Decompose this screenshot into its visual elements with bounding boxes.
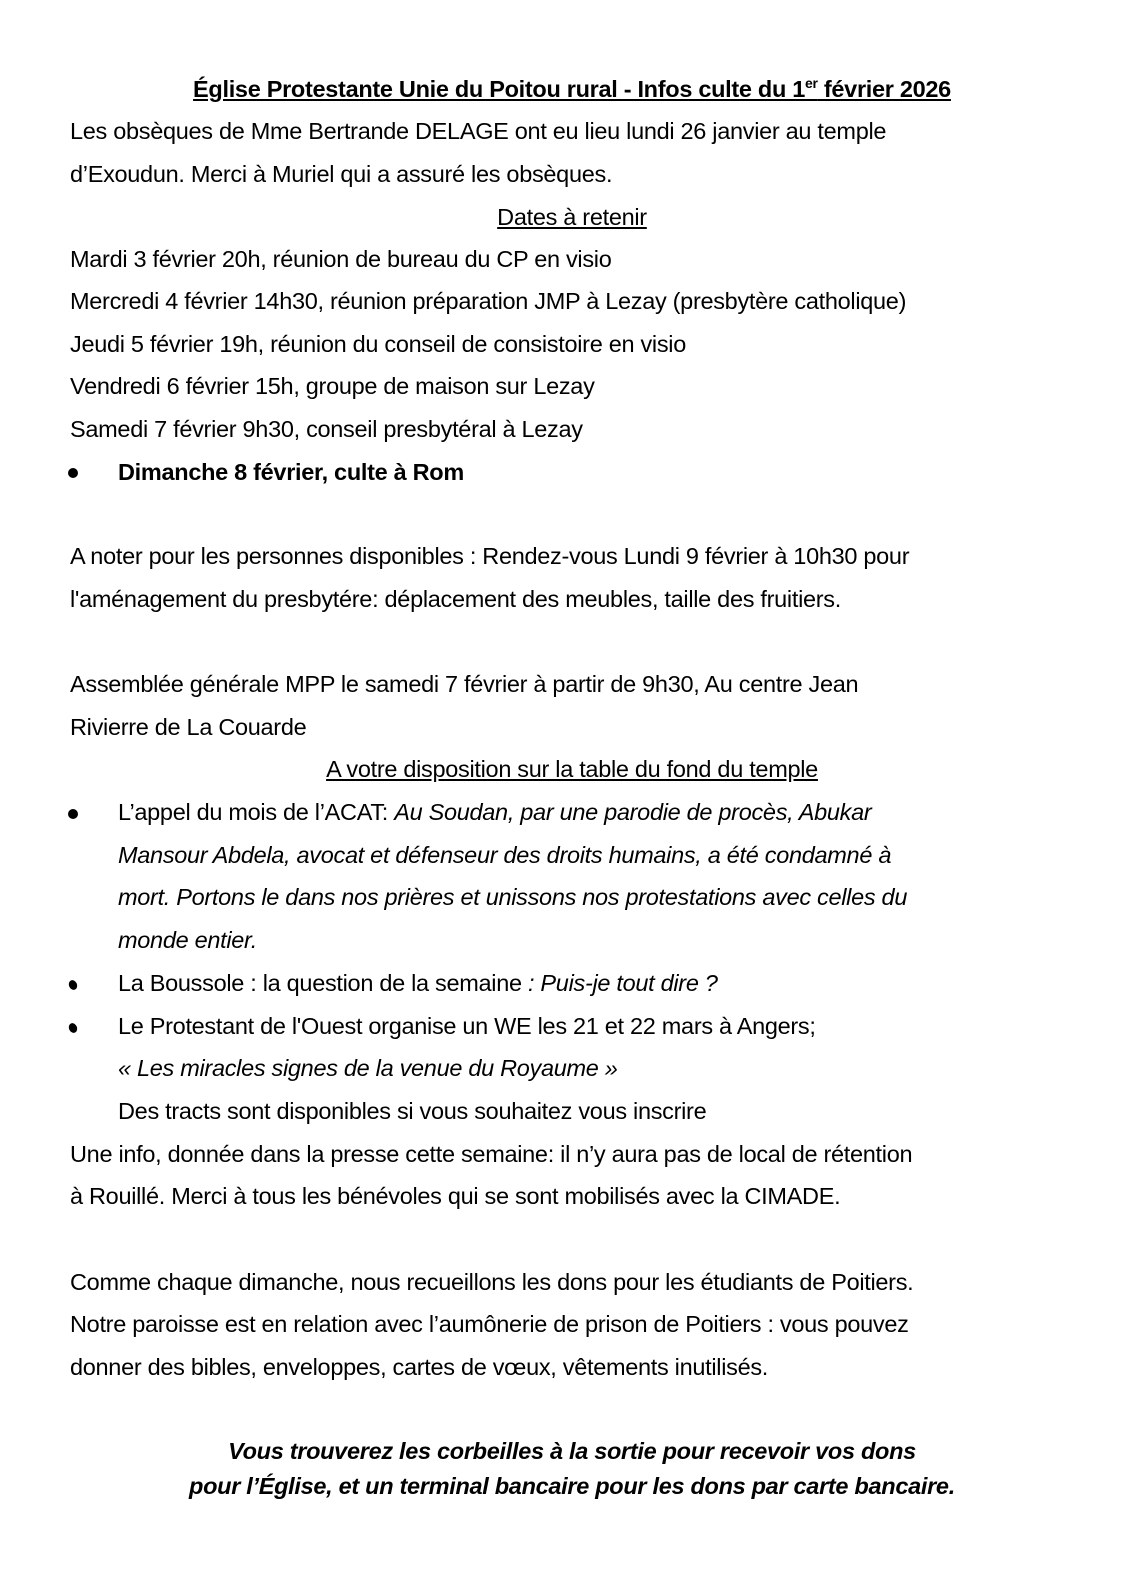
title-superscript: er	[805, 75, 818, 91]
assembly-line-1: Assemblée générale MPP le samedi 7 février à partir de 9h30, Au centre Jean	[70, 671, 859, 697]
acat-line-2: Mansour Abdela, avocat et défenseur des droits humains, a été condamné à	[118, 842, 892, 868]
assembly-line-2: Rivierre de La Couarde	[70, 714, 307, 740]
date-item-highlight: Dimanche 8 février, culte à Rom	[118, 459, 464, 485]
dates-heading: Dates à retenir	[497, 204, 647, 230]
protestant-line-3: Des tracts sont disponibles si vous souhaitez vous inscrire	[118, 1098, 707, 1124]
bullet-icon	[68, 809, 78, 819]
closing-line-2: pour l’Église, et un terminal bancaire pour les dons par carte bancaire.	[189, 1473, 955, 1499]
date-item: Mercredi 4 février 14h30, réunion préparation JMP à Lezay (presbytère catholique)	[70, 288, 907, 314]
title-text: Église Protestante Unie du Poitou rural - Infos culte du 1	[193, 76, 806, 102]
table-heading: A votre disposition sur la table du fond du temple	[326, 756, 818, 782]
title-date: février 2026	[817, 76, 951, 102]
date-item: Mardi 3 février 20h, réunion de bureau du CP en visio	[70, 246, 612, 272]
bullet-icon	[68, 468, 78, 478]
boussole-line	[118, 968, 718, 998]
donations-line-2: Notre paroisse est en relation avec l’aumônerie de prison de Poitiers : vous pouvez	[70, 1311, 909, 1337]
closing-line-1: Vous trouverez les corbeilles à la sortie pour recevoir vos dons	[228, 1438, 916, 1464]
protestant-line-1: Le Protestant de l'Ouest organise un WE les 21 et 22 mars à Angers;	[118, 1013, 816, 1039]
date-item: Vendredi 6 février 15h, groupe de maison sur Lezay	[70, 373, 595, 399]
acat-text: Au Soudan, par une parodie de procès, Abukar	[394, 799, 872, 825]
donations-line-1: Comme chaque dimanche, nous recueillons les dons pour les étudiants de Poitiers.	[70, 1269, 914, 1295]
boussole-label: La Boussole : la question de la semaine	[118, 970, 528, 996]
boussole-question: : Puis-je tout dire ?	[527, 970, 718, 996]
acat-line-4: monde entier.	[118, 927, 257, 953]
document-title	[0, 74, 1144, 104]
donations-line-3: donner des bibles, enveloppes, cartes de vœux, vêtements inutilisés.	[70, 1354, 769, 1380]
obituary-line-1: Les obsèques de Mme Bertrande DELAGE ont eu lieu lundi 26 janvier au temple	[70, 118, 887, 144]
bullet-icon	[67, 979, 78, 991]
acat-label: L’appel du mois de l’ACAT:	[118, 799, 395, 825]
bullet-icon	[67, 1022, 78, 1034]
obituary-line-2: d’Exoudun. Merci à Muriel qui a assuré les obsèques.	[70, 161, 613, 187]
note-line-1: A noter pour les personnes disponibles : Rendez-vous Lundi 9 février à 10h30 pour	[70, 543, 910, 569]
date-item: Jeudi 5 février 19h, réunion du conseil de consistoire en visio	[70, 331, 686, 357]
info-line-2: à Rouillé. Merci à tous les bénévoles qui se sont mobilisés avec la CIMADE.	[70, 1183, 841, 1209]
info-line-1: Une info, donnée dans la presse cette semaine: il n’y aura pas de local de rétention	[70, 1141, 913, 1167]
note-line-2: l'aménagement du presbytére: déplacement des meubles, taille des fruitiers.	[70, 586, 841, 612]
date-item: Samedi 7 février 9h30, conseil presbytéral à Lezay	[70, 416, 583, 442]
acat-line-3: mort. Portons le dans nos prières et unissons nos protestations avec celles du	[118, 884, 908, 910]
acat-line-1	[118, 797, 871, 827]
protestant-quote: « Les miracles signes de la venue du Royaume »	[118, 1055, 618, 1081]
